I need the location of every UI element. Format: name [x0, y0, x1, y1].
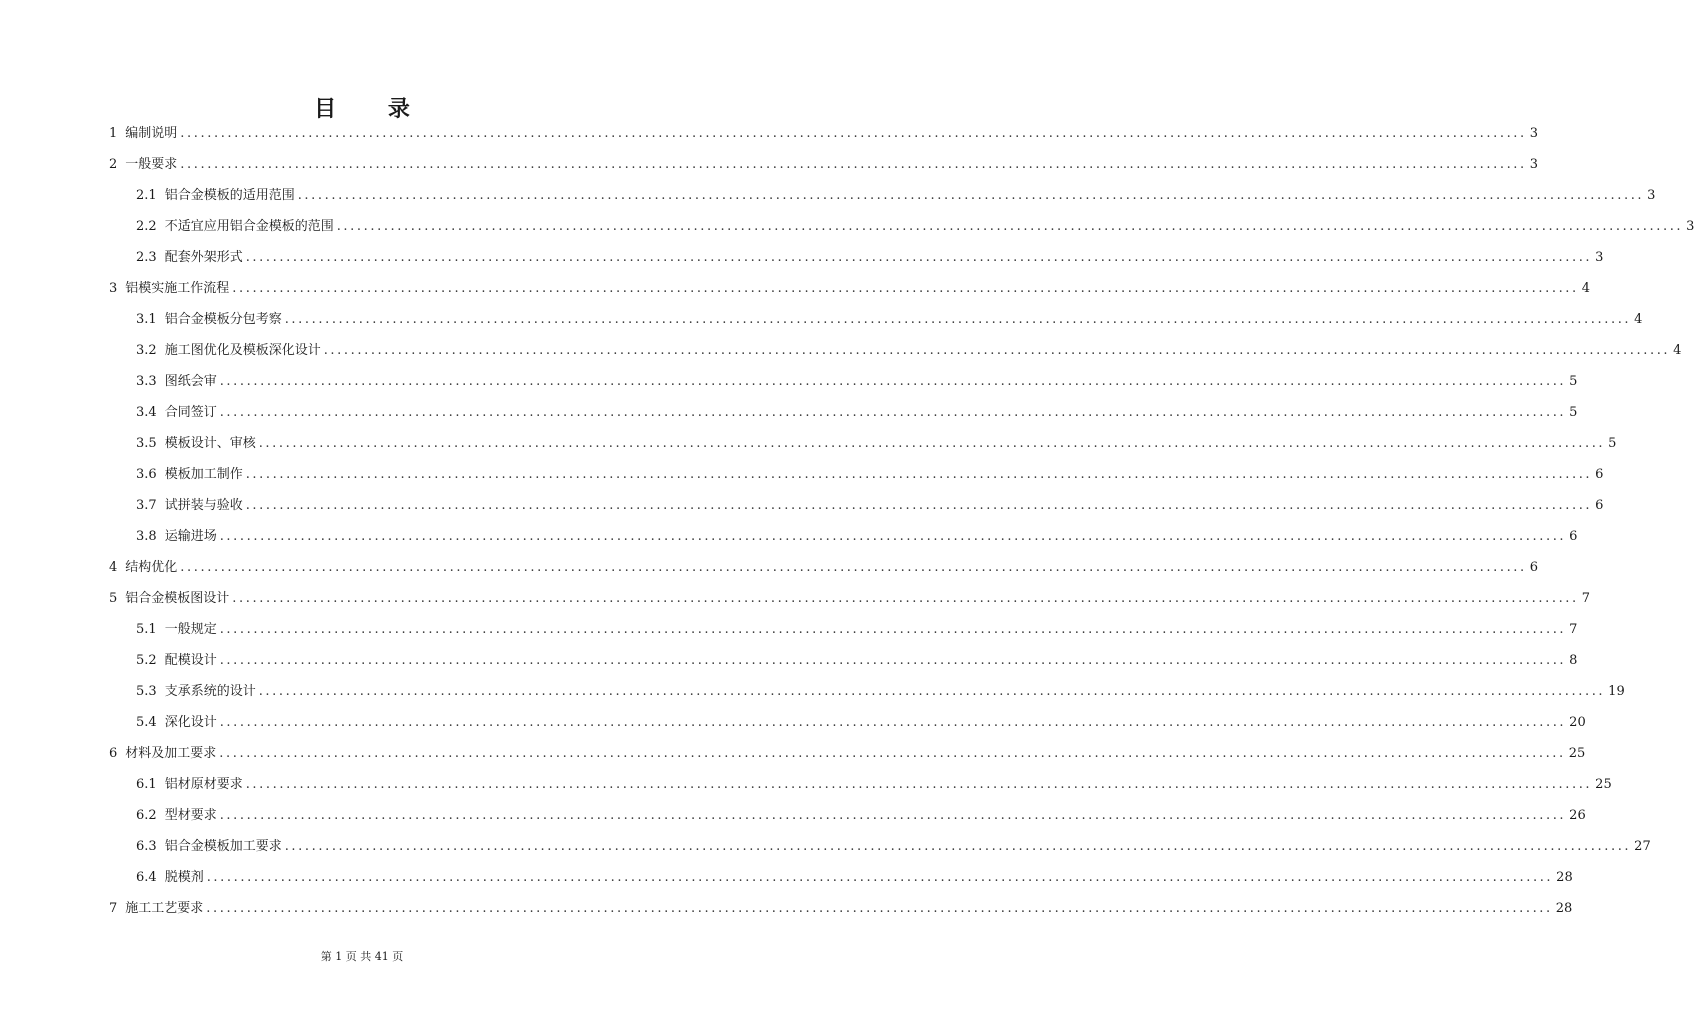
toc-entry[interactable]: [109, 279, 1591, 299]
toc-entry-title: 配模设计: [164, 653, 217, 668]
toc-entry-title: 施工图优化及模板深化设计: [164, 343, 321, 358]
toc-entry-page: 5: [1608, 436, 1617, 451]
toc-entry[interactable]: [136, 310, 1643, 330]
toc-entry-number: 2.3: [136, 250, 157, 265]
toc-entry[interactable]: [136, 217, 1694, 237]
page-footer: 第 1 页 共 41 页: [320, 950, 404, 963]
toc-entry-title: 模板设计、审核: [164, 436, 256, 451]
toc-dot-leader: ........................................................................................................................................................................................................: [219, 746, 1566, 761]
toc-entry[interactable]: [136, 372, 1578, 392]
toc-entry-page: 7: [1569, 622, 1578, 637]
toc-entry-number: 5: [109, 591, 118, 606]
toc-entry-title: 一般规定: [164, 622, 217, 637]
toc-dot-leader: ........................................................................................................................................................................................................: [219, 653, 1567, 668]
toc-entry-title: 铝合金模板的适用范围: [164, 188, 295, 203]
toc-entry-number: 3.3: [136, 374, 157, 389]
toc-entry-page: 20: [1569, 715, 1586, 730]
toc-dot-leader: ........................................................................................................................................................................................................: [297, 188, 1645, 203]
toc-entry-title: 试拼装与验收: [164, 498, 243, 513]
toc-entry[interactable]: [109, 124, 1539, 144]
toc-entry-number: 7: [109, 901, 118, 916]
toc-entry-title: 配套外架形式: [164, 250, 243, 265]
toc-entry[interactable]: [136, 186, 1656, 206]
toc-entry-number: 3.8: [136, 529, 157, 544]
toc-entry[interactable]: [136, 837, 1651, 857]
toc-entry-title: 深化设计: [164, 715, 217, 730]
toc-entry[interactable]: [136, 403, 1578, 423]
toc-entry[interactable]: [136, 868, 1573, 888]
toc-entry[interactable]: [109, 744, 1586, 764]
toc-entry-number: 5.3: [136, 684, 157, 699]
toc-entry-page: 19: [1608, 684, 1625, 699]
toc-dot-leader: ........................................................................................................................................................................................................: [245, 250, 1593, 265]
toc-entry-title: 施工工艺要求: [125, 901, 204, 916]
toc-entry-page: 5: [1569, 374, 1578, 389]
toc-dot-leader: ........................................................................................................................................................................................................: [245, 777, 1593, 792]
toc-entry[interactable]: [136, 341, 1682, 361]
toc-entry-number: 2.2: [136, 219, 157, 234]
toc-entry-page: 27: [1634, 839, 1651, 854]
toc-entry-page: 6: [1595, 498, 1604, 513]
toc-entry-page: 6: [1595, 467, 1604, 482]
toc-dot-leader: ........................................................................................................................................................................................................: [232, 281, 1579, 296]
toc-dot-leader: ........................................................................................................................................................................................................: [206, 901, 1553, 916]
toc-entry-page: 25: [1568, 746, 1586, 761]
toc-dot-leader: ........................................................................................................................................................................................................: [258, 684, 1606, 699]
toc-entry-title: 铝合金模板加工要求: [164, 839, 282, 854]
toc-entry-title: 运输进场: [164, 529, 217, 544]
toc-dot-leader: ........................................................................................................................................................................................................: [323, 343, 1671, 358]
toc-entry-number: 3.4: [136, 405, 157, 420]
toc-entry-number: 2.1: [136, 188, 157, 203]
toc-entry[interactable]: [109, 589, 1591, 609]
toc-dot-leader: ........................................................................................................................................................................................................: [180, 560, 1527, 575]
toc-dot-leader: ........................................................................................................................................................................................................: [180, 126, 1527, 141]
toc-entry-title: 模板加工制作: [164, 467, 243, 482]
toc-entry-title: 脱模剂: [164, 870, 204, 885]
toc-entry-page: 4: [1634, 312, 1643, 327]
toc-entry-number: 3.5: [136, 436, 157, 451]
toc-entry-title: 不适宜应用铝合金模板的范围: [164, 219, 334, 234]
toc-entry-page: 5: [1569, 405, 1578, 420]
toc-entry-number: 4: [109, 560, 118, 575]
toc-dot-leader: ........................................................................................................................................................................................................: [284, 839, 1632, 854]
toc-entry[interactable]: [136, 713, 1586, 733]
toc-entry-page: 6: [1569, 529, 1578, 544]
toc-entry[interactable]: [109, 558, 1539, 578]
toc-entry[interactable]: [109, 899, 1573, 919]
toc-entry-page: 28: [1555, 901, 1573, 916]
toc-entry[interactable]: [136, 248, 1604, 268]
toc-dot-leader: ........................................................................................................................................................................................................: [336, 219, 1684, 234]
toc-entry-number: 3.6: [136, 467, 157, 482]
toc-entry[interactable]: [136, 651, 1578, 671]
toc-dot-leader: ........................................................................................................................................................................................................: [219, 405, 1567, 420]
toc-entry-title: 铝合金模板分包考察: [164, 312, 282, 327]
toc-entry-page: 3: [1647, 188, 1656, 203]
toc-entry-title: 编制说明: [125, 126, 178, 141]
toc-entry[interactable]: [136, 806, 1586, 826]
toc-entry-title: 铝模实施工作流程: [125, 281, 230, 296]
toc-entry-page: 28: [1556, 870, 1573, 885]
toc-entry-number: 6.2: [136, 808, 157, 823]
toc-entry-number: 6.4: [136, 870, 157, 885]
toc-entry-number: 5.4: [136, 715, 157, 730]
toc-entry-title: 型材要求: [164, 808, 217, 823]
toc-entry-title: 材料及加工要求: [125, 746, 217, 761]
toc-entry[interactable]: [136, 682, 1625, 702]
toc-entry[interactable]: [136, 434, 1617, 454]
toc-entry[interactable]: [109, 155, 1539, 175]
toc-entry-page: 3: [1595, 250, 1604, 265]
toc-entry-title: 铝材原材要求: [164, 777, 243, 792]
toc-entry-page: 7: [1581, 591, 1591, 606]
toc-entry-page: 3: [1529, 157, 1539, 172]
toc-dot-leader: ........................................................................................................................................................................................................: [180, 157, 1527, 172]
toc-dot-leader: ........................................................................................................................................................................................................: [219, 529, 1567, 544]
toc-entry-page: 8: [1569, 653, 1578, 668]
toc-entry-page: 25: [1595, 777, 1612, 792]
toc-entry-number: 2: [109, 157, 118, 172]
toc-entry-number: 6.3: [136, 839, 157, 854]
toc-dot-leader: ........................................................................................................................................................................................................: [219, 374, 1567, 389]
toc-entry-number: 3.7: [136, 498, 157, 513]
toc-entry[interactable]: [136, 527, 1578, 547]
toc-entry-page: 4: [1673, 343, 1682, 358]
toc-dot-leader: ........................................................................................................................................................................................................: [232, 591, 1579, 606]
toc-entry-title: 合同签订: [164, 405, 217, 420]
toc-entry-page: 3: [1529, 126, 1539, 141]
toc-entry-number: 6.1: [136, 777, 157, 792]
toc-entry-page: 4: [1581, 281, 1591, 296]
toc-entry[interactable]: [136, 496, 1604, 516]
toc-entry-page: 6: [1529, 560, 1539, 575]
toc-entry[interactable]: [136, 465, 1604, 485]
toc-title: 目 录: [314, 96, 432, 122]
toc-dot-leader: ........................................................................................................................................................................................................: [219, 808, 1567, 823]
toc-dot-leader: ........................................................................................................................................................................................................: [219, 715, 1567, 730]
toc-entry-page: 26: [1569, 808, 1586, 823]
toc-dot-leader: ........................................................................................................................................................................................................: [245, 467, 1593, 482]
toc-entry-title: 图纸会审: [164, 374, 217, 389]
toc-entry-title: 铝合金模板图设计: [125, 591, 230, 606]
toc-entry-number: 3.2: [136, 343, 157, 358]
toc-entry[interactable]: [136, 775, 1612, 795]
toc-entry-title: 一般要求: [125, 157, 178, 172]
toc-entry-page: 3: [1686, 219, 1694, 234]
toc-dot-leader: ........................................................................................................................................................................................................: [206, 870, 1554, 885]
toc-entry-number: 3: [109, 281, 118, 296]
toc-dot-leader: ........................................................................................................................................................................................................: [219, 622, 1567, 637]
toc-entry-number: 5.1: [136, 622, 157, 637]
toc-dot-leader: ........................................................................................................................................................................................................: [258, 436, 1606, 451]
toc-entry[interactable]: [136, 620, 1578, 640]
toc-entry-title: 结构优化: [125, 560, 178, 575]
toc-dot-leader: ........................................................................................................................................................................................................: [245, 498, 1593, 513]
toc-entry-title: 支承系统的设计: [164, 684, 256, 699]
toc-entry-number: 5.2: [136, 653, 157, 668]
toc-entry-number: 3.1: [136, 312, 157, 327]
toc-entry-number: 1: [109, 126, 118, 141]
toc-entry-number: 6: [109, 746, 118, 761]
toc-dot-leader: ........................................................................................................................................................................................................: [284, 312, 1632, 327]
